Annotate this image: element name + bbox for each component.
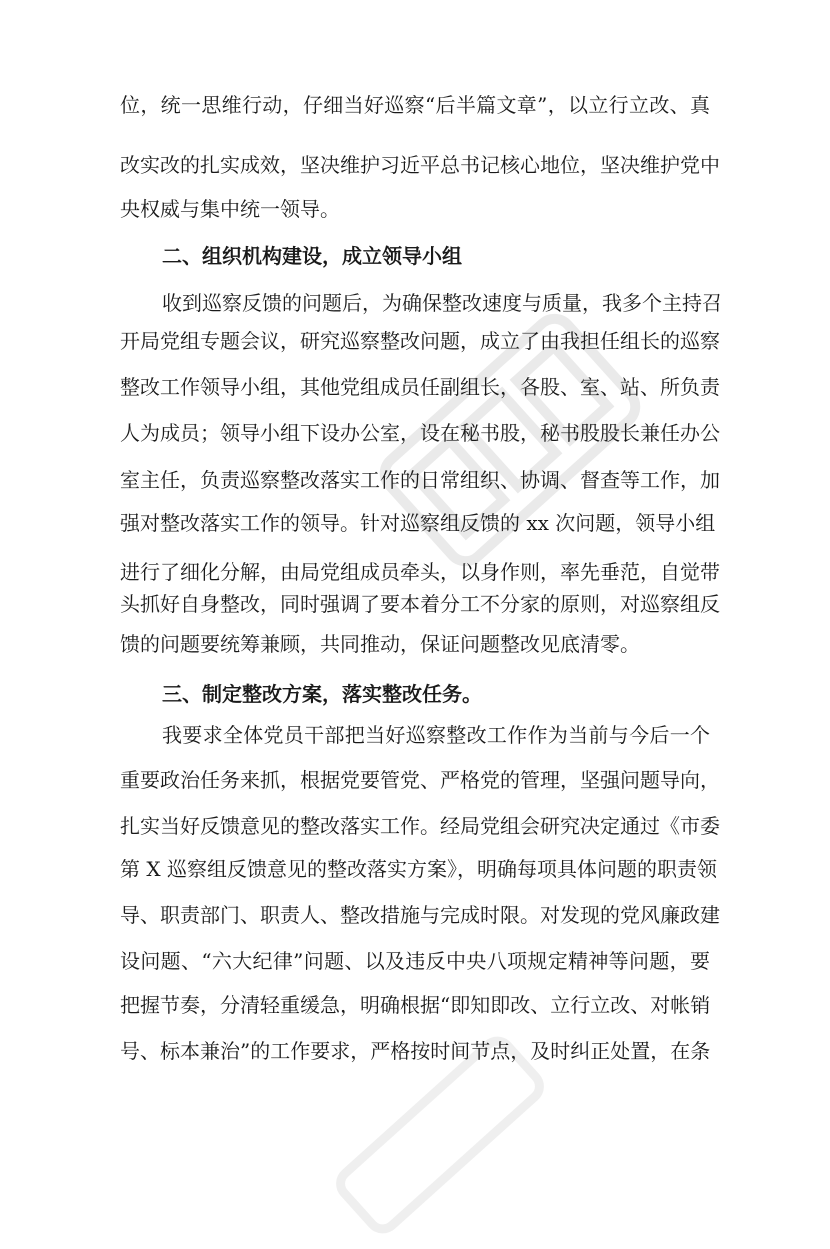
body-line: 馈的问题要统筹兼顾，共同推动，保证问题整改见底清零。 bbox=[120, 632, 640, 656]
body-line: 整改工作领导小组，其他党组成员任副组长，各股、室、站、所负责 bbox=[120, 375, 720, 399]
body-line: 我要求全体党员干部把当好巡察整改工作作为当前与今后一个 bbox=[162, 723, 710, 747]
body-line: 导、职责部门、职责人、整改措施与完成时限。对发现的党风廉政建 bbox=[120, 903, 720, 927]
body-line: 设问题、“六大纪律”问题、以及违反中央八项规定精神等问题，要 bbox=[120, 949, 710, 973]
body-line: 进行了细化分解，由局党组成员牵头，以身作则，率先垂范，自觉带 bbox=[120, 560, 720, 584]
body-line: 重要政治任务来抓，根据党要管党、严格党的管理，坚强问题导向， bbox=[120, 768, 720, 792]
body-line: 号、标本兼治”的工作要求，严格按时间节点，及时纠正处置，在条 bbox=[120, 1039, 711, 1063]
section-heading: 三、制定整改方案，落实整改任务。 bbox=[162, 682, 482, 706]
body-line: 开局党组专题会议，研究巡察整改问题，成立了由我担任组长的巡察 bbox=[120, 329, 720, 353]
body-line: 改实改的扎实成效，坚决维护习近平总书记核心地位，坚决维护党中 bbox=[120, 153, 720, 177]
body-line: 扎实当好反馈意见的整改落实工作。经局党组会研究决定通过《市委 bbox=[120, 814, 720, 838]
body-line: 强对整改落实工作的领导。针对巡察组反馈的 xx 次问题，领导小组 bbox=[120, 511, 716, 535]
body-line: 第 X 巡察组反馈意见的整改落实方案》，明确每项具体问题的职责领 bbox=[120, 857, 717, 881]
body-line: 收到巡察反馈的问题后，为确保整改速度与质量，我多个主持召 bbox=[162, 291, 722, 315]
body-line: 位，统一思维行动，仔细当好巡察“后半篇文章”，以立行立改、真 bbox=[120, 93, 710, 117]
body-line: 央权威与集中统一领导。 bbox=[120, 197, 340, 221]
body-line: 人为成员；领导小组下设办公室，设在秘书股，秘书股股长兼任办公 bbox=[120, 421, 720, 445]
body-line: 头抓好自身整改，同时强调了要本着分工不分家的原则，对巡察组反 bbox=[120, 592, 720, 616]
section-heading: 二、组织机构建设，成立领导小组 bbox=[162, 244, 462, 268]
body-line: 室主任，负责巡察整改落实工作的日常组织、协调、督查等工作，加 bbox=[120, 468, 720, 492]
body-line: 把握节奏，分清轻重缓急，明确根据“即知即改、立行立改、对帐销 bbox=[120, 993, 711, 1017]
